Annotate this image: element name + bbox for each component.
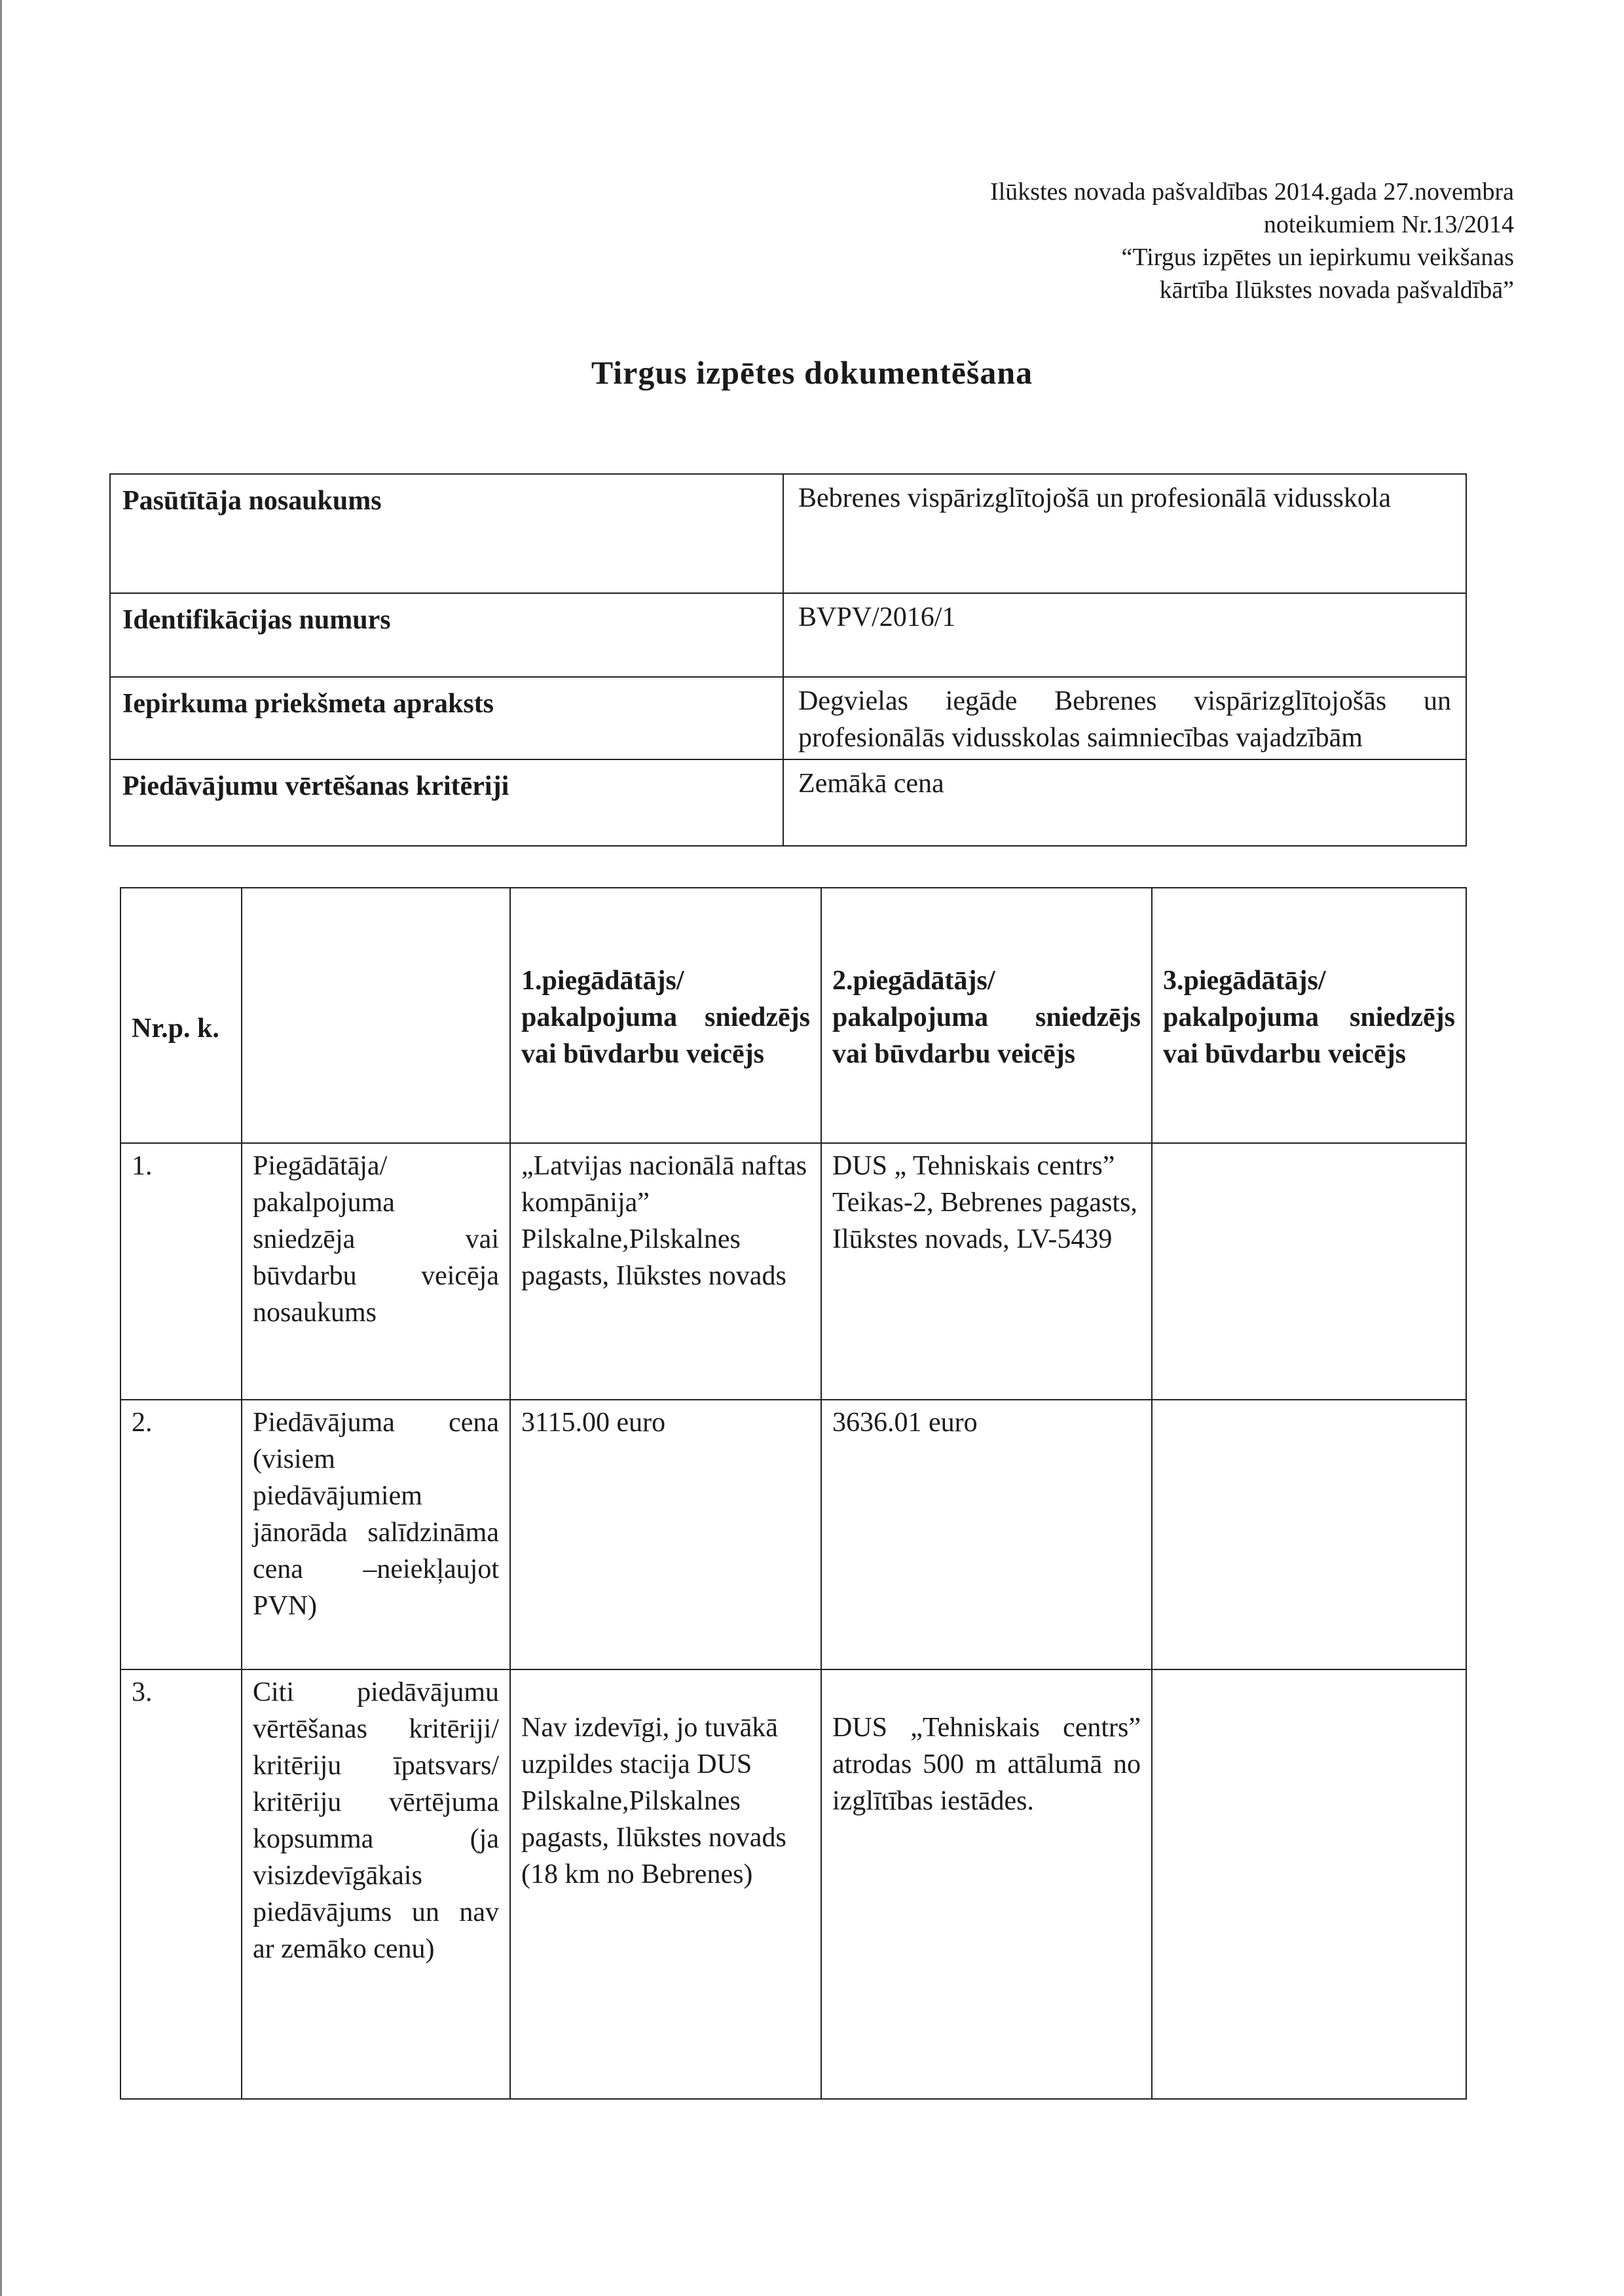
subject-description-label: Iepirkuma priekšmeta apraksts bbox=[110, 677, 783, 759]
row-description: Piegādātāja/ pakalpojuma sniedzēja vai būvdarbu veicēja nosaukums bbox=[242, 1143, 510, 1400]
row-description: Citi piedāvājumu vērtēšanas kritēriji/ kritēriju īpatsvars/ kritēriju vērtējuma kopsumma (ja visizdevīgākais piedāvājums un nav ar zemāko cenu) bbox=[242, 1669, 510, 2099]
supplier-2-header: 2.piegādātājs/ pakalpojuma sniedzējs vai būvdarbu veicējs bbox=[821, 888, 1152, 1143]
identification-number-value: BVPV/2016/1 bbox=[783, 593, 1466, 677]
supplier-2-cell: DUS „Tehniskais centrs” atrodas 500 m attālumā no izglītības iestādes. bbox=[821, 1669, 1152, 2099]
supplier-3-header: 3.piegādātājs/ pakalpojuma sniedzējs vai būvdarbu veicējs bbox=[1152, 888, 1466, 1143]
supplier-1-header: 1.piegādātājs/ pakalpojuma sniedzējs vai būvdarbu veicējs bbox=[510, 888, 821, 1143]
table-row bbox=[120, 1669, 1466, 2099]
regulation-line-3: “Tirgus izpētes un iepirkumu veikšanas bbox=[1121, 244, 1514, 271]
row-number: 1. bbox=[120, 1143, 242, 1400]
table-row bbox=[110, 474, 1466, 593]
table-row bbox=[120, 1143, 1466, 1400]
customer-name-value: Bebrenes vispārizglītojošā un profesionālā vidusskola bbox=[783, 474, 1466, 593]
row-number-header: Nr.p. k. bbox=[120, 888, 242, 1143]
supplier-3-cell bbox=[1152, 1143, 1466, 1400]
regulation-line-4: kārtība Ilūkstes novada pašvaldībā” bbox=[1159, 276, 1514, 304]
evaluation-criteria-label: Piedāvājumu vērtēšanas kritēriji bbox=[110, 759, 783, 846]
row-description: Piedāvājuma cena (visiem piedāvājumiem jānorāda salīdzināma cena –neiekļaujot PVN) bbox=[242, 1400, 510, 1669]
table-row bbox=[110, 677, 1466, 759]
supplier-1-cell: 3115.00 euro bbox=[510, 1400, 821, 1669]
table-row bbox=[110, 759, 1466, 846]
supplier-1-cell: „Latvijas nacionālā naftas kompānija” Pilskalne,Pilskalnes pagasts, Ilūkstes novads bbox=[510, 1143, 821, 1400]
procurement-info-table bbox=[109, 473, 1467, 847]
supplier-2-cell: DUS „ Tehniskais centrs” Teikas-2, Bebrenes pagasts, Ilūkstes novads, LV-5439 bbox=[821, 1143, 1152, 1400]
regulation-line-1: Ilūkstes novada pašvaldības 2014.gada 27.novembra bbox=[990, 178, 1514, 206]
supplier-3-cell bbox=[1152, 1400, 1466, 1669]
customer-name-label: Pasūtītāja nosaukums bbox=[110, 474, 783, 593]
table-header-row bbox=[120, 888, 1466, 1143]
table-row bbox=[110, 593, 1466, 677]
identification-number-label: Identifikācijas numurs bbox=[110, 593, 783, 677]
regulation-line-2: noteikumiem Nr.13/2014 bbox=[1263, 211, 1514, 238]
regulation-reference bbox=[794, 175, 1514, 306]
table-row bbox=[120, 1400, 1466, 1669]
offers-comparison-table bbox=[120, 887, 1467, 2100]
description-header bbox=[242, 888, 510, 1143]
scan-edge-line bbox=[0, 0, 2, 2296]
supplier-3-cell bbox=[1152, 1669, 1466, 2099]
supplier-1-cell: Nav izdevīgi, jo tuvākā uzpildes stacija DUS Pilskalne,Pilskalnes pagasts, Ilūkstes novads (18 km no Bebrenes) bbox=[510, 1669, 821, 2099]
document-title: Tirgus izpētes dokumentēšana bbox=[591, 354, 1033, 391]
supplier-2-cell: 3636.01 euro bbox=[821, 1400, 1152, 1669]
subject-description-value: Degvielas iegāde Bebrenes vispārizglītojošās un profesionālās vidusskolas saimniecības vajadzībām bbox=[783, 677, 1466, 759]
row-number: 2. bbox=[120, 1400, 242, 1669]
row-number: 3. bbox=[120, 1669, 242, 2099]
evaluation-criteria-value: Zemākā cena bbox=[783, 759, 1466, 846]
